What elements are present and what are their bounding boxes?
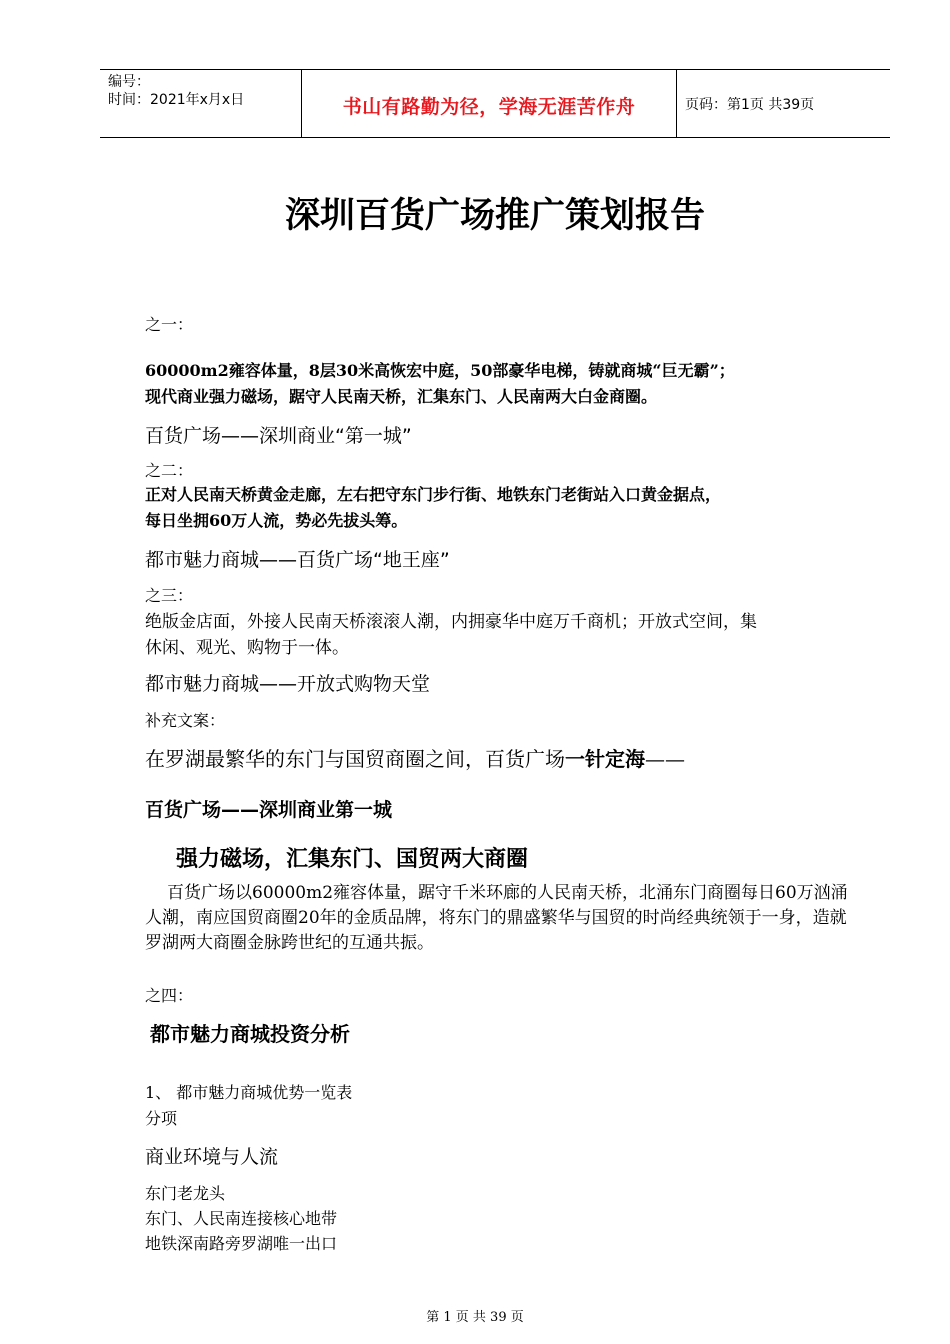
section1-line1: 60000m2雍容体量，8层30米高恢宏中庭，50部豪华电梯，铸就商城“巨无霸”；	[145, 361, 735, 380]
motto: 书山有路勤为径，学海无涯苦作舟	[342, 96, 636, 118]
supplement-line-bold: 一针定海	[565, 747, 645, 771]
supplement-line-suffix: ——	[645, 747, 685, 771]
supplement-heading: 百货广场——深圳商业第一城	[145, 799, 393, 821]
section3-heading: 都市魅力商城——开放式购物天堂	[145, 673, 431, 695]
header-table	[100, 69, 890, 138]
section2-heading: 都市魅力商城——百货广场“地王座”	[145, 549, 450, 571]
section4-label: 之四：	[145, 986, 194, 1005]
supplement-subheading: 强力磁场，汇集东门、国贸两大商圈	[176, 847, 529, 872]
section1-heading: 百货广场——深圳商业“第一城”	[145, 425, 412, 447]
section1-line2: 现代商业强力磁场，踞守人民南天桥，汇集东门、人民南两大白金商圈。	[145, 387, 658, 406]
section1-label: 之一：	[145, 315, 194, 334]
supplement-label: 补充文案：	[145, 711, 226, 730]
section2-line2: 每日坐拥60万人流，势必先拔头筹。	[145, 511, 408, 530]
header-left-cell	[100, 70, 300, 137]
section2-label: 之二：	[145, 461, 194, 480]
section3-line1: 绝版金店面，外接人民南天桥滚滚人潮，内拥豪华中庭万千商机；开放式空间，集	[145, 612, 757, 632]
page-footer: 第 1 页 共 39 页	[426, 1310, 524, 1325]
supplement-line	[145, 743, 685, 772]
section4-heading: 都市魅力商城投资分析	[150, 1022, 350, 1046]
supplement-line-prefix: 在罗湖最繁华的东门与国贸商圈之间，百货广场	[145, 747, 565, 771]
section4-bullet3: 地铁深南路旁罗湖唯一出口	[145, 1234, 338, 1253]
document-title: 深圳百货广场推广策划报告	[284, 196, 705, 236]
section4-item2: 分项	[145, 1109, 178, 1128]
number-label: 编号：	[108, 74, 150, 90]
section3-line2: 休闲、观光、购物于一体。	[145, 638, 349, 658]
section4-item1: 1、 都市魅力商城优势一览表	[145, 1083, 353, 1102]
time-label: 时间：2021年x月x日	[108, 92, 245, 108]
header-motto-cell	[301, 70, 677, 137]
section4-subheading: 商业环境与人流	[145, 1146, 279, 1168]
section2-line1: 正对人民南天桥黄金走廊，左右把守东门步行街、地铁东门老街站入口黄金据点，	[145, 485, 722, 504]
section4-bullet1: 东门老龙头	[145, 1184, 226, 1203]
section4-bullet2: 东门、人民南连接核心地带	[145, 1209, 338, 1228]
header-page-cell	[677, 70, 890, 137]
page-info: 页码：第1页 共39页	[685, 97, 815, 113]
supplement-paragraph: 百货广场以60000m2雍容体量，踞守千米环廊的人民南天桥，北涌东门商圈每日60万汹涌人潮，南应国贸商圈20年的金质品牌，将东门的鼎盛繁华与国贸的时尚经典统领于一身，造就罗湖两大商圈金脉跨世纪的互通共振。	[145, 883, 848, 953]
section3-label: 之三：	[145, 586, 194, 605]
